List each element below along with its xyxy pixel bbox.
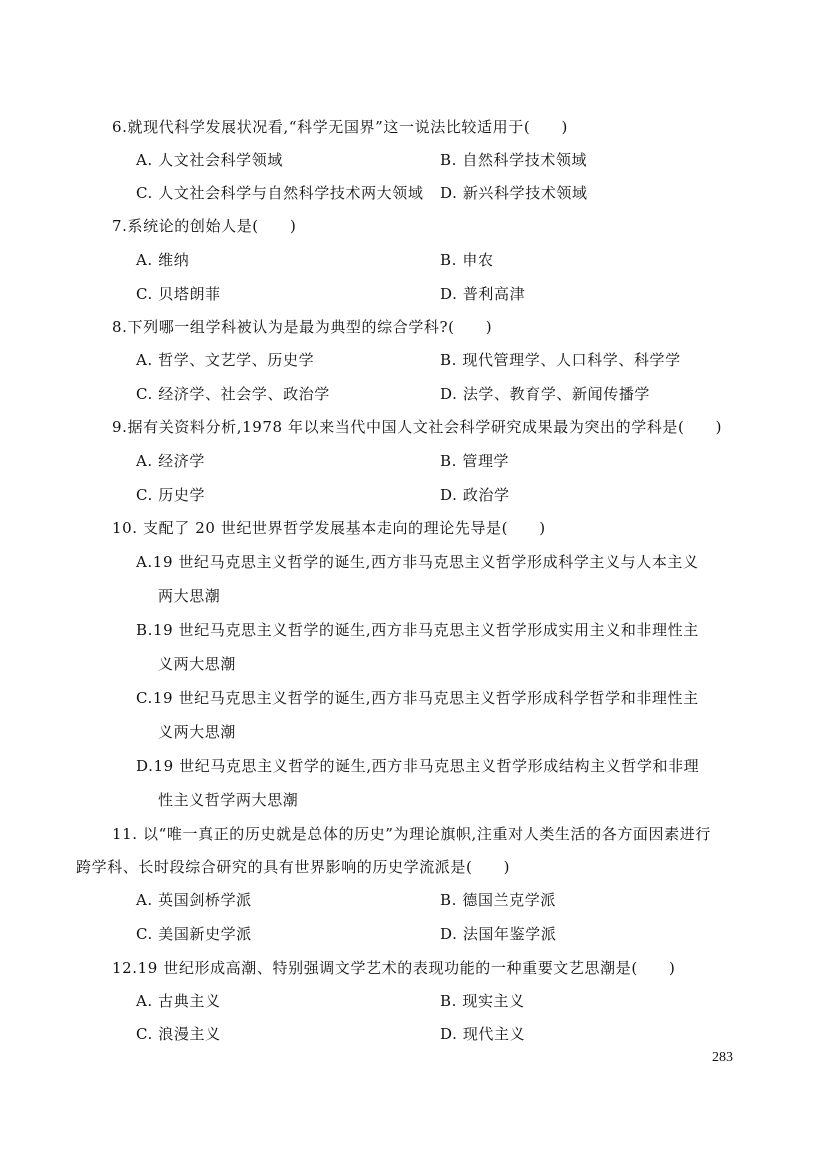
- question-6-option-c: C. 人文社会科学与自然科学技术两大领域: [136, 184, 424, 202]
- question-10-option-d-line2: 性主义哲学两大思潮: [158, 791, 299, 809]
- question-12-option-d: D. 现代主义: [440, 1025, 526, 1043]
- question-6-stem: 6.就现代科学发展状况看,“科学无国界”这一说法比较适用于( ): [112, 118, 568, 136]
- question-9-option-b: B. 管理学: [440, 452, 510, 470]
- question-7-option-c: C. 贝塔朗菲: [136, 285, 221, 303]
- question-9-option-a: A. 经济学: [136, 452, 205, 470]
- question-12-option-c: C. 浪漫主义: [136, 1025, 221, 1043]
- question-7-option-a: A. 维纳: [136, 251, 190, 269]
- question-11-stem: 11. 以“唯一真正的历史就是总体的历史”为理论旗帜,注重对人类生活的各方面因素进行: [112, 825, 711, 843]
- question-12-option-b: B. 现实主义: [440, 992, 525, 1010]
- question-8-option-d: D. 法学、教育学、新闻传播学: [440, 385, 651, 403]
- question-8-option-a: A. 哲学、文艺学、历史学: [136, 351, 315, 369]
- question-10-option-b-line1: B.19 世纪马克思主义哲学的诞生,西方非马克思主义哲学形成实用主义和非理性主: [136, 621, 699, 639]
- question-7-option-d: D. 普利高津: [440, 285, 526, 303]
- question-9-option-d: D. 政治学: [440, 486, 510, 504]
- question-10-option-c-line2: 义两大思潮: [158, 723, 237, 741]
- question-12-stem: 12.19 世纪形成高潮、特别强调文学艺术的表现功能的一种重要文艺思潮是( ): [112, 959, 676, 977]
- question-6-option-a: A. 人文社会科学领域: [136, 151, 283, 169]
- question-9-option-c: C. 历史学: [136, 486, 206, 504]
- question-11-option-b: B. 德国兰克学派: [440, 891, 556, 909]
- question-8-option-b: B. 现代管理学、人口科学、科学学: [440, 351, 681, 369]
- question-6-option-b: B. 自然科学技术领域: [440, 151, 588, 169]
- question-12-option-a: A. 古典主义: [136, 992, 221, 1010]
- question-11-stem-continued: 跨学科、长时段综合研究的具有世界影响的历史学流派是( ): [76, 858, 511, 876]
- question-10-option-a-line2: 两大思潮: [158, 587, 221, 605]
- question-11-option-a: A. 英国剑桥学派: [136, 891, 252, 909]
- question-6-option-d: D. 新兴科学技术领域: [440, 184, 588, 202]
- question-10-option-c-line1: C.19 世纪马克思主义哲学的诞生,西方非马克思主义哲学形成科学哲学和非理性主: [136, 689, 699, 707]
- question-7-stem: 7.系统论的创始人是( ): [112, 217, 297, 235]
- question-8-stem: 8.下列哪一组学科被认为是最为典型的综合学科?( ): [112, 318, 493, 336]
- question-7-option-b: B. 申农: [440, 251, 494, 269]
- question-10-stem: 10. 支配了 20 世纪世界哲学发展基本走向的理论先导是( ): [112, 519, 546, 537]
- question-10-option-d-line1: D.19 世纪马克思主义哲学的诞生,西方非马克思主义哲学形成结构主义哲学和非理: [136, 757, 700, 775]
- question-11-option-d: D. 法国年鉴学派: [440, 925, 557, 943]
- question-11-option-c: C. 美国新史学派: [136, 925, 252, 943]
- page-number: 283: [712, 1050, 733, 1065]
- question-10-option-a-line1: A.19 世纪马克思主义哲学的诞生,西方非马克思主义哲学形成科学主义与人本主义: [136, 553, 699, 571]
- question-10-option-b-line2: 义两大思潮: [158, 655, 237, 673]
- question-8-option-c: C. 经济学、社会学、政治学: [136, 385, 330, 403]
- question-9-stem: 9.据有关资料分析,1978 年以来当代中国人文社会科学研究成果最为突出的学科是( ): [112, 418, 723, 436]
